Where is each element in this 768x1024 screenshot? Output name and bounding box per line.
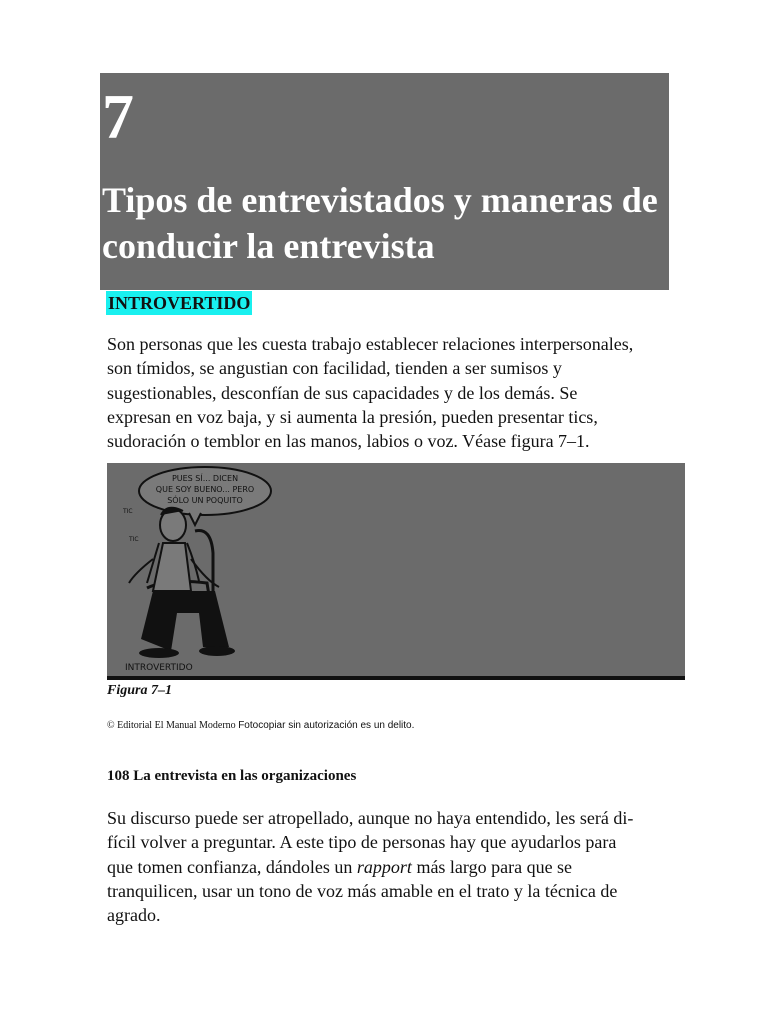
chapter-title-line: conducir la entrevista — [102, 226, 435, 266]
rapport-term: rapport — [356, 856, 412, 877]
paragraph-line: expresan en voz baja, y si aumenta la presión, pueden presentar tics, — [107, 406, 598, 427]
character-legs — [141, 591, 229, 651]
cartoon-label: INTROVERTIDO — [125, 663, 193, 673]
paragraph-introvertido — [107, 332, 667, 453]
figure-caption: Figura 7–1 — [107, 683, 172, 698]
character-arm — [129, 559, 153, 583]
paragraph-line: sugestionables, desconfían de sus capacidades y de los demás. Se — [107, 382, 578, 403]
speech-line: SÓLO UN POQUITO — [167, 496, 243, 505]
speech-bubble-tail — [189, 513, 201, 525]
chapter-title-line: Tipos de entrevistados y maneras de — [102, 180, 658, 220]
paragraph-discurso — [107, 806, 667, 927]
paragraph-line: agrado. — [107, 905, 161, 926]
paragraph-line — [107, 855, 667, 879]
paragraph-line: tranquilicen, usar un tono de voz más amable en el trato y la técnica de — [107, 880, 618, 901]
paragraph-line: Son personas que les cuesta trabajo establecer relaciones interpersonales, — [107, 334, 634, 354]
cartoon-illustration — [107, 463, 685, 676]
paragraph-line: Su discurso puede ser atropellado, aunque no haya entendido, les será di- — [107, 808, 634, 828]
speech-line: PUES SÍ... DICEN — [171, 474, 239, 483]
figure-7-1 — [107, 463, 685, 680]
paragraph-line: sudoración o temblor en las manos, labios o voz. Véase figura 7–1. — [107, 431, 590, 452]
chapter-title — [102, 177, 662, 269]
speech-line: QUE SOY BUENO... PERO — [155, 485, 255, 494]
section-label: INTROVERTIDO — [108, 293, 251, 313]
character-shoe — [139, 648, 179, 658]
chapter-number: 7 — [102, 81, 134, 152]
copyright-warning: Fotocopiar sin autorización es un delito. — [238, 720, 415, 731]
text-run: que tomen confianza, dándoles un — [107, 856, 357, 877]
character-body — [147, 543, 199, 591]
copyright-publisher: © Editorial El Manual Moderno — [107, 720, 239, 731]
tic-label: TIC — [129, 536, 139, 543]
paragraph-line: son tímidos, se angustian con facilidad, tienden a ser sumisos y — [107, 358, 562, 379]
chapter-header — [100, 73, 669, 290]
running-head: 108 La entrevista en las organizaciones — [107, 768, 357, 784]
character-shoe — [199, 646, 235, 656]
copyright-notice — [107, 720, 414, 731]
text-run: más largo para que se — [411, 856, 573, 877]
paragraph-line: fícil volver a preguntar. A este tipo de personas hay que ayudarlos para — [107, 832, 617, 853]
tic-label: TIC — [123, 508, 133, 515]
